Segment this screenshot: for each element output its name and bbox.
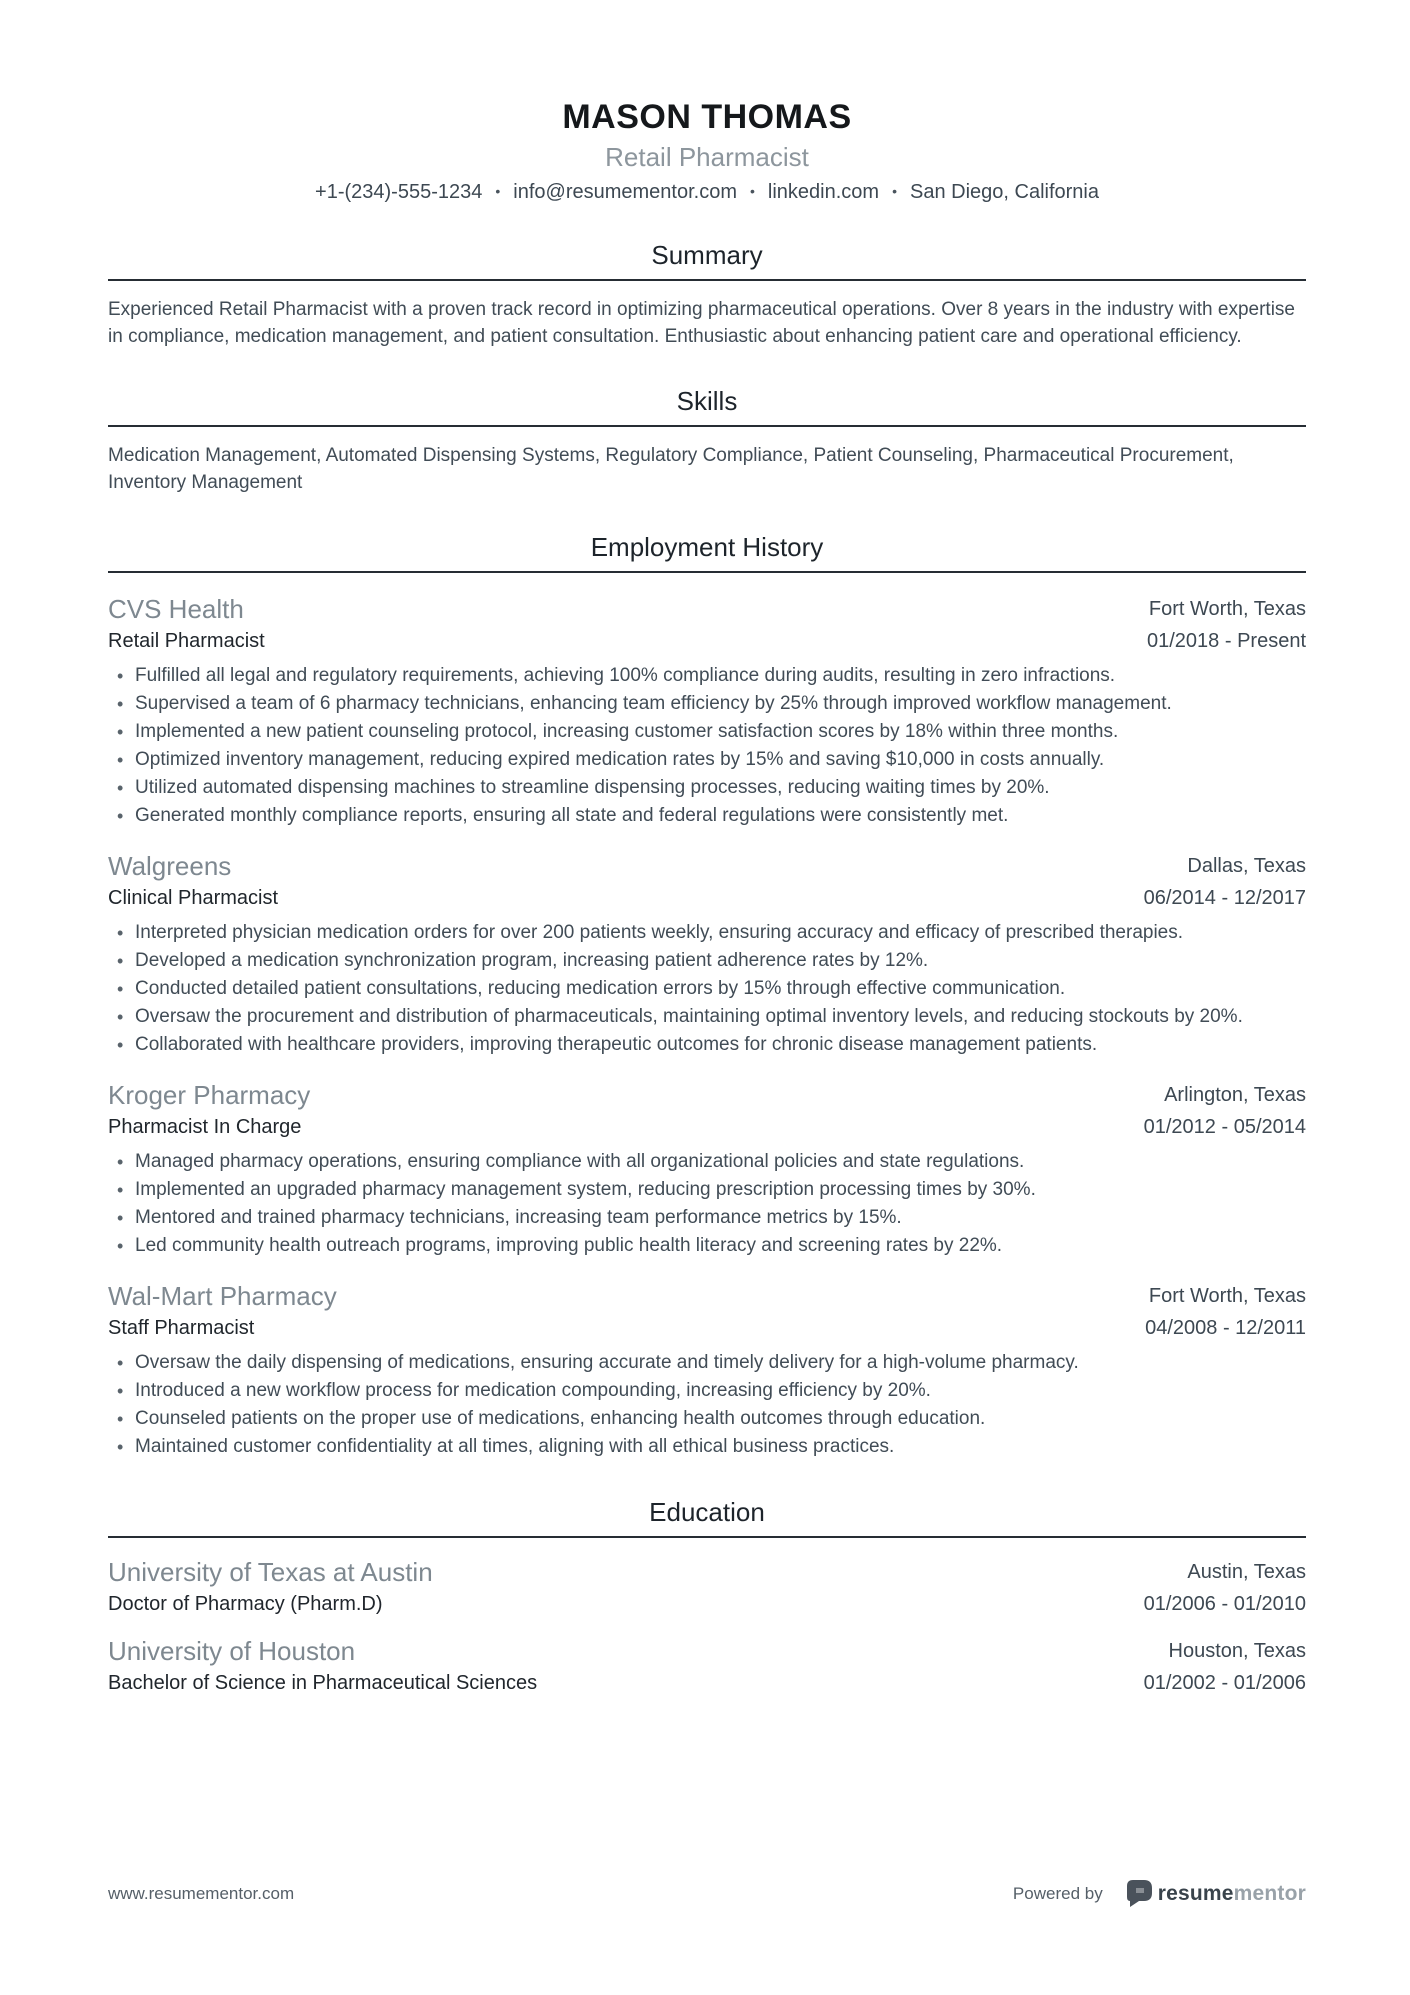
job-bullet-list [108,919,1306,1059]
job-role: Staff Pharmacist [108,1317,255,1339]
education-entry [108,1556,1306,1617]
job-location: Fort Worth, Texas [1148,598,1306,620]
bullet-item: • Oversaw the daily dispensing of medications, ensuring accurate and timely delivery for a high-volume pharmacy. [108,1349,1306,1377]
job-role: Pharmacist In Charge [108,1116,302,1138]
education-dates: 01/2002 - 01/2006 [1143,1672,1306,1694]
powered-by-label: Powered by [1012,1883,1103,1903]
employment-heading: Employment History [590,532,824,562]
skills-heading: Skills [676,386,738,416]
institution-name: University of Texas at Austin [108,1557,433,1587]
education-left [108,1635,537,1696]
bullet-item: • Implemented a new patient counseling protocol, increasing customer satisfaction scores by 18% within three months. [108,718,1306,746]
powered-by-group [1013,1880,1306,1907]
bullet-item: • Mentored and trained pharmacy technicians, increasing team performance metrics by 15%. [108,1204,1306,1232]
bullet-item: • Supervised a team of 6 pharmacy technicians, enhancing team efficiency by 25% through improved workflow management. [108,690,1306,718]
summary-text: Experienced Retail Pharmacist with a proven track record in optimizing pharmaceutical operations. Over 8 years in the industry with expertise in compliance, medication management, and patient consultation. Enthusiastic about enhancing patient care and operational efficiency. [108,299,1295,347]
job-entry [108,593,1306,830]
bullet-item: • Conducted detailed patient consultations, reducing medication errors by 15% through effective communication. [108,975,1306,1003]
bullet-item: • Oversaw the procurement and distribution of pharmaceuticals, maintaining optimal inventory levels, and reducing stockouts by 20%. [108,1003,1306,1031]
section-divider [108,425,1306,427]
job-dates: 06/2014 - 12/2017 [1143,887,1306,909]
dot-separator: • [892,183,897,199]
resumementor-logo-icon [1127,1880,1152,1907]
education-location: Houston, Texas [1168,1640,1306,1662]
job-header [108,1079,1306,1140]
bullet-item: • Optimized inventory management, reducing expired medication rates by 15% and saving $10,000 in costs annually. [108,746,1306,774]
section-divider [108,279,1306,281]
job-dates: 01/2018 - Present [1147,630,1306,652]
job-entry [108,1079,1306,1260]
summary-heading: Summary [651,240,763,270]
job-entry [108,1280,1306,1461]
dot-separator: • [750,183,755,199]
job-role: Clinical Pharmacist [108,887,279,909]
institution-name: University of Houston [108,1636,356,1666]
company-name: CVS Health [108,594,244,624]
job-location: Arlington, Texas [1164,1084,1306,1106]
job-dates: 04/2008 - 12/2011 [1145,1317,1306,1339]
contact-phone: +1-(234)-555-1234 [315,181,483,203]
job-bullet-list [108,662,1306,830]
job-bullet-list [108,1349,1306,1461]
job-right [1144,850,1306,911]
contact-email: info@resumementor.com [513,181,737,203]
job-header [108,593,1306,654]
job-bullet-list [108,1148,1306,1260]
bullet-item: • Utilized automated dispensing machines to streamline dispensing processes, reducing waiting times by 20%. [108,774,1306,802]
logo-wordmark: resumementor [1157,1881,1306,1905]
bullet-item: • Generated monthly compliance reports, ensuring all state and federal regulations were consistently met. [108,802,1306,830]
footer-website: www.resumementor.com [108,1883,295,1903]
job-right [1147,593,1306,654]
section-divider [108,1536,1306,1538]
contact-location: San Diego, California [909,181,1099,203]
degree-name: Doctor of Pharmacy (Pharm.D) [108,1593,383,1615]
skills-text: Medication Management, Automated Dispensing Systems, Regulatory Compliance, Patient Counseling, Pharmaceutical Procurement, Inventory Management [108,445,1234,493]
job-entry [108,850,1306,1059]
bullet-item: • Maintained customer confidentiality at all times, aligning with all ethical business practices. [108,1433,1306,1461]
education-left [108,1556,433,1617]
resumementor-logo [1127,1880,1306,1907]
education-heading: Education [649,1497,765,1527]
dot-separator: • [495,183,501,199]
education-location: Austin, Texas [1187,1561,1306,1583]
job-location: Dallas, Texas [1187,855,1306,877]
education-header [108,1556,1306,1617]
job-header [108,850,1306,911]
job-left [108,1079,310,1140]
education-right [1144,1635,1306,1696]
job-location: Fort Worth, Texas [1148,1285,1306,1307]
bullet-item: • Interpreted physician medication orders for over 200 patients weekly, ensuring accuracy and efficacy of prescribed therapies. [108,919,1306,947]
job-left [108,1280,337,1341]
bullet-item: • Introduced a new workflow process for medication compounding, increasing efficiency by 20%. [108,1377,1306,1405]
bullet-item: • Implemented an upgraded pharmacy management system, reducing prescription processing times by 30%. [108,1176,1306,1204]
job-left [108,850,278,911]
bullet-item: • Counseled patients on the proper use of medications, enhancing health outcomes through education. [108,1405,1306,1433]
bullet-item: • Managed pharmacy operations, ensuring compliance with all organizational policies and state regulations. [108,1148,1306,1176]
company-name: Kroger Pharmacy [108,1080,311,1110]
job-right [1145,1280,1306,1341]
bullet-item: • Led community health outreach programs, improving public health literacy and screening rates by 22%. [108,1232,1306,1260]
page-footer [108,1880,1306,1907]
job-dates: 01/2012 - 05/2014 [1143,1116,1306,1138]
job-right [1144,1079,1306,1140]
bullet-item: • Collaborated with healthcare providers, improving therapeutic outcomes for chronic disease management patients. [108,1031,1306,1059]
resume-content [108,0,1306,1696]
job-left [108,593,265,654]
contact-line [108,179,1306,204]
bullet-item: • Developed a medication synchronization program, increasing patient adherence rates by 12%. [108,947,1306,975]
degree-name: Bachelor of Science in Pharmaceutical Sciences [108,1672,538,1694]
job-role: Retail Pharmacist [108,630,265,652]
candidate-title: Retail Pharmacist [605,142,809,172]
contact-linkedin: linkedin.com [767,181,880,203]
education-entry [108,1635,1306,1696]
company-name: Walgreens [108,851,232,881]
candidate-name: MASON THOMAS [562,98,852,136]
education-dates: 01/2006 - 01/2010 [1143,1593,1306,1615]
bullet-item: • Fulfilled all legal and regulatory requirements, achieving 100% compliance during audits, resulting in zero infractions. [108,662,1306,690]
education-header [108,1635,1306,1696]
job-header [108,1280,1306,1341]
education-right [1144,1556,1306,1617]
company-name: Wal-Mart Pharmacy [108,1281,337,1311]
section-divider [108,571,1306,573]
